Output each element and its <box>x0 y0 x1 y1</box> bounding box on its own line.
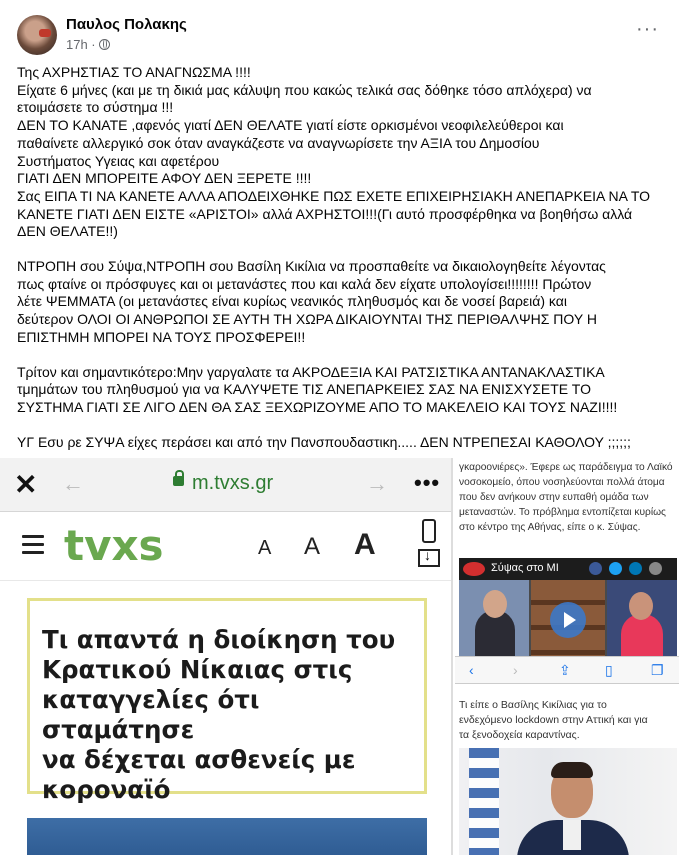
facebook-icon <box>589 562 602 575</box>
post-text-line: λέτε ΨΕΜΜΑΤΑ (οι μετανάστες είναι κυρίως νεανικός πληθυσμός και δε νοσεί βαρειά) και <box>17 293 567 310</box>
browser-menu-icon: ••• <box>414 470 441 495</box>
screenshot-right <box>455 458 679 855</box>
font-size-medium: A <box>304 533 321 560</box>
article-headline-box <box>27 598 427 804</box>
post-text-line: ΝΤΡΟΠΗ σου Σύψα,ΝΤΡΟΠΗ σου Βασίλη Κικίλια να προσπαθείτε να δικαιολογηθείτε λέγοντας <box>17 258 606 275</box>
side-article-line: νοσοκομείο, όπου νοσηλεύονται πολλά άτομα <box>459 477 665 488</box>
side-article-text <box>459 460 677 535</box>
side-caption-line: Τι είπε ο Βασίλης Κικίλιας για το <box>459 699 607 711</box>
post-text-line: ΓΙΑΤΙ ΔΕΝ ΜΠΟΡΕΙΤΕ ΑΦΟΥ ΔΕΝ ΞΕΡΕΤΕ !!!! <box>17 170 312 187</box>
post-text-line: τμημάτων του πληθυσμού για να ΚΑΛΥΨΕΤΕ ΤΙΣ ΑΝΕΠΑΡΚΕΙΕΣ ΣΑΣ ΝΑ ΕΝΙΣΧΥΣΕΤΕ ΤΟ <box>17 381 591 398</box>
back-chevron-icon: ‹ <box>469 662 474 678</box>
forward-chevron-icon: › <box>513 662 518 678</box>
hamburger-menu-icon <box>22 535 44 555</box>
post-text-line: ΚΑΝΕΤΕ ΓΙΑΤΙ ΔΕΝ ΕΙΣΤΕ «ΑΡΙΣΤΟΙ» αλλά ΑΧΡΗΣΤΟΙ!!!(Γι αυτό προσφέρθηκα να βοηθήσω αλλά <box>17 205 633 222</box>
browser-url-bar <box>0 458 453 512</box>
post-text-line: ετοιμάσετε το σύστημα !!! <box>17 99 174 116</box>
post-media[interactable] <box>0 458 679 855</box>
post-text-line: Είχατε 6 μήνες (και με τη δικιά μας κάλυψη που κακώς τελικά σας δόθηκε τόσο απλόχερα) να <box>17 81 592 98</box>
side-article-line: που δεν ανήκουν στην ευπαθή ομάδα των <box>459 492 649 503</box>
post-text-line: ΣΥΣΤΗΜΑ ΓΙΑΤΙ ΣΕ ΛΙΓΟ ΔΕΝ ΘΑ ΣΑΣ ΞΕΧΩΡΙΖΟΥΜΕ ΑΠΟ ΤΟ ΜΑΚΕΛΕΙΟ ΚΑΙ ΤΟΥΣ ΝΑΖΙ!!!! <box>17 398 618 415</box>
font-size-small: A <box>258 537 272 559</box>
channel-logo <box>463 562 485 576</box>
side-article-line: στο κέντρο της Αθήνας, είπε ο κ. Σύψας. <box>459 522 641 533</box>
video-header <box>459 558 677 580</box>
lock-icon <box>173 476 184 486</box>
post-paragraph <box>17 364 662 417</box>
site-header <box>0 513 453 581</box>
post-paragraph <box>17 434 662 452</box>
article-title <box>42 625 412 805</box>
post-text-line: πως φταίνε οι πρόσφυγες και οι μετανάστες που και καλά δεν είχατε υπολογίσει!!!!!!!! Πρώτον <box>17 275 592 292</box>
mobile-browser-toolbar <box>455 656 679 684</box>
article-image <box>27 818 427 855</box>
side-article-line: μεταναστών. Το πρόβλημα εντοπίζεται κυρίως <box>459 507 666 518</box>
post-meta <box>66 37 110 52</box>
play-icon <box>550 602 586 638</box>
twitter-icon <box>609 562 622 575</box>
side-caption-line: τα ξενοδοχεία καραντίνας. <box>459 729 580 741</box>
post-paragraph <box>17 64 662 241</box>
url-text: m.tvxs.gr <box>192 472 274 494</box>
forward-arrow-icon: → <box>366 471 388 496</box>
share-icon <box>649 562 662 575</box>
post-text-line: ΥΓ Εσυ ρε ΣΥΨΑ είχες περάσει και από την Πανσπουδαστικη..... ΔΕΝ ΝΤΡΕΠΕΣΑΙ ΚΑΘΟΛΟΥ ;;;;;; <box>17 433 631 450</box>
screenshot-left <box>0 458 453 855</box>
greek-flag <box>469 748 499 855</box>
article-title-line: κοροναϊό <box>42 775 171 804</box>
close-icon: ✕ <box>14 469 38 500</box>
post-text-line: παθαίνετε αλλεργικό σοκ όταν αναγκάζεστε να αναγνωρίσετε την ΑΞΙΑ του Δημοσίου <box>17 134 540 151</box>
share-sheet-icon: ⇪ <box>559 662 571 678</box>
post-time[interactable]: 17h · <box>66 37 96 52</box>
post-text-line: Της ΑΧΡΗΣΤΙΑΣ ΤΟ ΑΝΑΓΝΩΣΜΑ !!!! <box>17 64 251 80</box>
more-options-button[interactable]: ··· <box>636 18 659 40</box>
article-title-line: Κρατικού Νίκαιας στις <box>42 655 353 684</box>
post-text-line: δεύτερον ΟΛΟΙ ΟΙ ΑΝΘΡΩΠΟΙ ΣΕ ΑΥΤΗ ΤΗ ΧΩΡΑ ΔΙΚΑΙΟΥΝΤΑΙ ΤΗΣ ΠΕΡΙΘΑΛΨΗΣ ΠΟΥ Η <box>17 311 597 328</box>
author-name[interactable]: Παυλος Πολακης <box>66 16 187 33</box>
globe-icon <box>99 39 110 50</box>
tabs-icon: ❐ <box>651 662 664 678</box>
post-text-line: Τρίτον και σημαντικότερο:Μην γαργαλατε τα ΑΚΡΟΔΕΞΙΑ ΚΑΙ ΡΑΤΣΙΣΤΙΚΑ ΑΝΤΑΝΑΚΛΑΣΤΙΚΑ <box>17 363 605 380</box>
post-text-line: Σας ΕΙΠΑ ΤΙ ΝΑ ΚΑΝΕΤΕ ΑΛΛΑ ΑΠΟΔΕΙΧΘΗΚΕ ΠΩΣ ΕΧΕΤΕ ΕΠΙΧΕΙΡΗΣΙΑΚΗ ΑΝΕΠΑΡΚΕΙΑ ΝΑ ΤΟ <box>17 187 651 204</box>
post-body <box>17 64 662 468</box>
post-header <box>0 0 679 62</box>
post-text-line: ΕΠΙΣΤΗΜΗ ΜΠΟΡΕΙ ΝΑ ΤΟΥΣ ΠΡΟΣΦΕΡΕΙ!! <box>17 328 306 345</box>
post-text-line: Συστήματος Υγειας και αφετέρου <box>17 152 220 169</box>
site-logo: tvxs <box>64 521 164 570</box>
linkedin-icon <box>629 562 642 575</box>
avatar[interactable] <box>17 15 57 55</box>
post-paragraph <box>17 258 662 347</box>
side-caption-line: ενδεχόμενο lockdown στην Αττική και για <box>459 714 648 726</box>
article-title-line: να δέχεται ασθενείς με <box>42 745 356 774</box>
side-photo <box>459 748 677 855</box>
video-title: Σύψας στο ΜΙ <box>491 562 559 574</box>
font-size-large: A <box>354 528 376 561</box>
save-offline-icon <box>418 519 442 573</box>
article-title-line: Τι απαντά η διοίκηση του <box>42 625 396 654</box>
bookmarks-icon: ▯ <box>605 662 613 678</box>
post-text-line: ΔΕΝ ΤΟ ΚΑΝΑΤΕ ,αφενός γιατί ΔΕΝ ΘΕΛΑΤΕ γιατί είστε ορκισμένοι νεοφιλελεύθεροι και <box>17 117 564 134</box>
back-arrow-icon: ← <box>62 471 84 496</box>
side-article-line: γκαροονιέρες». Έφερε ως παράδειγμα το Λαϊκό <box>459 462 673 473</box>
post-text-line: ΔΕΝ ΘΕΛΑΤΕ!!) <box>17 223 118 240</box>
article-title-line: καταγγελίες ότι σταμάτησε <box>42 685 260 744</box>
side-caption <box>459 698 677 743</box>
